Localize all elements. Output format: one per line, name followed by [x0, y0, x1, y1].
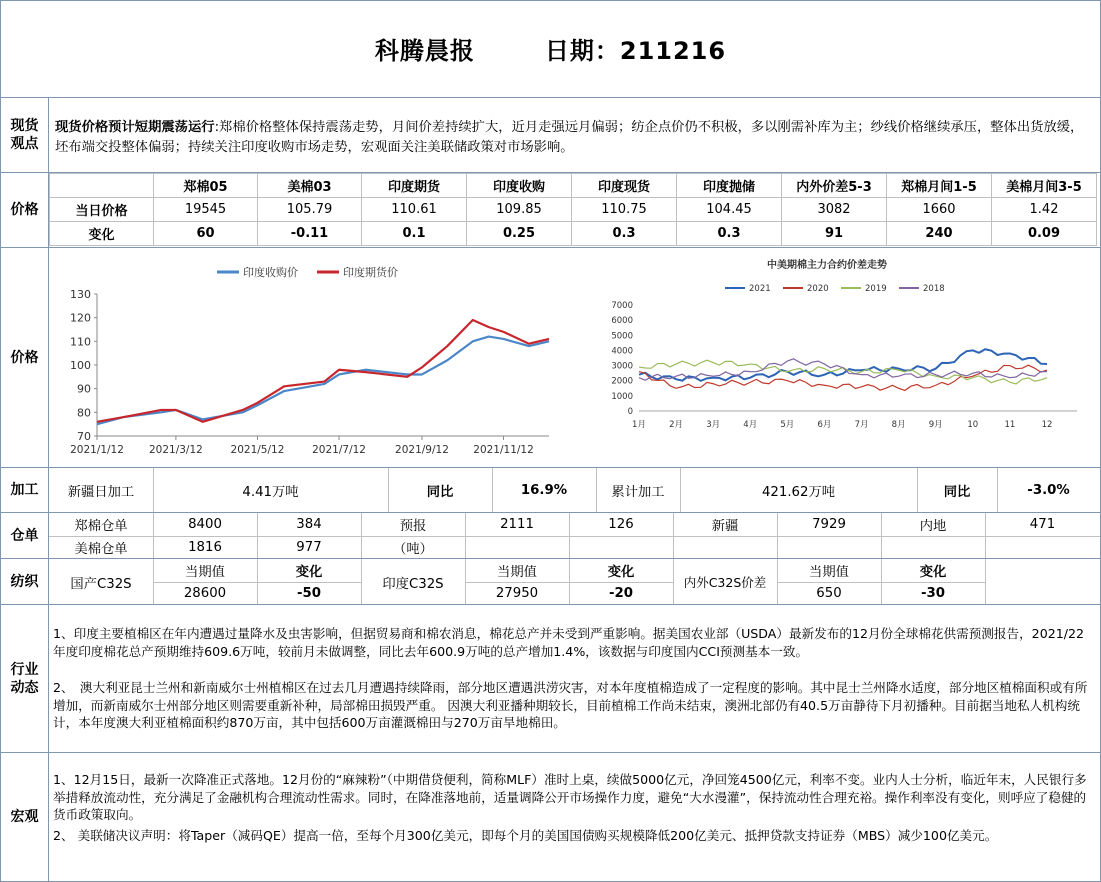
forecast-value: 2111	[500, 517, 534, 532]
legend-label: 印度收购价	[243, 266, 298, 279]
date-label: 日期：211216	[544, 37, 727, 65]
forecast-unit: （吨）	[393, 542, 433, 557]
spread-c32s-label: 内外C32S价差	[683, 575, 767, 590]
price-today-cell-9: 1.42	[992, 198, 1097, 222]
spot-view-row	[1, 98, 1100, 173]
xinjiang-value: 4.41万吨	[242, 485, 299, 500]
legend-label: 2018	[923, 284, 945, 294]
y-tick-label: 80	[77, 406, 91, 420]
x-tick-label: 3月	[706, 420, 721, 430]
y-tick-label: 100	[70, 359, 91, 372]
price-today-cell-6: 104.45	[677, 198, 782, 222]
series-line	[97, 320, 549, 422]
zc-stock-label: 郑棉仓单	[74, 519, 128, 534]
cum-label: 累计加工	[611, 485, 665, 500]
spot-body: :郑棉价格整体保持震荡走势，月间价差持续扩大，近月走强远月偏弱；纺企点价仍不积极，多以刚需补库为主；纱线价格继续承压，整体出货放缓，坯布端交投整体偏弱；持续关注印度收购市场走势，宏观面关注美联储政策对市场影响。	[55, 120, 1084, 155]
price-today-cell-2: 105.79	[258, 198, 362, 222]
y-tick-label: 110	[70, 335, 91, 349]
price-header-cell-6: 印度抛储	[677, 174, 782, 198]
series-line	[639, 365, 1047, 390]
sp-value: 650	[816, 586, 842, 601]
nd-value: 471	[1029, 517, 1056, 532]
in-c32s-change: -20	[608, 586, 634, 601]
price-today-cell-4: 109.85	[467, 198, 572, 222]
y-tick-label: 120	[70, 311, 91, 325]
c32s-value: 28600	[183, 586, 227, 601]
price-header-cell-0	[50, 174, 154, 198]
price-change-cell-7: 91	[782, 222, 887, 246]
price-change-cell-2: -0.11	[258, 222, 362, 246]
india-price-chart	[49, 248, 574, 469]
forecast-change: 126	[608, 517, 634, 532]
x-tick-label: 2021/3/12	[148, 444, 203, 456]
in-cur-label: 当期值	[497, 565, 537, 580]
processing-label: 加工	[1, 468, 49, 512]
us-stock-value: 1816	[188, 540, 222, 555]
price-label: 价格	[1, 173, 49, 247]
title-text: 科腾晨报	[374, 37, 475, 65]
us-stock-change: 977	[296, 540, 322, 555]
price-change-cell-4: 0.25	[467, 222, 572, 246]
price-change-cell-3: 0.1	[362, 222, 467, 246]
warehouse-row	[1, 513, 1100, 559]
y-tick-label: 130	[70, 288, 91, 301]
spread-chart	[577, 248, 1097, 469]
legend-label: 印度期货价	[343, 266, 398, 279]
price-header-row	[50, 174, 1097, 198]
c32s-cur-label: 当期值	[185, 565, 225, 580]
price-today-cell-5: 110.75	[572, 198, 677, 222]
xinjiang-label: 新疆日加工	[67, 485, 135, 500]
charts-area	[49, 247, 1100, 469]
yoy-value: 16.9%	[520, 483, 568, 498]
x-tick-label: 2021/11/12	[473, 444, 534, 456]
legend-label: 2021	[749, 284, 771, 294]
y-tick-label: 4000	[611, 346, 633, 357]
price-header-cell-8: 郑棉月间1-5	[887, 174, 992, 198]
price-change-cell-6: 0.3	[677, 222, 782, 246]
price-today-cell-0: 当日价格	[50, 198, 154, 222]
y-tick-label: 7000	[611, 301, 633, 311]
y-tick-label: 3000	[611, 361, 633, 372]
price-header-cell-1: 郑棉05	[154, 174, 258, 198]
yoy-label: 同比	[426, 485, 454, 500]
processing-row	[1, 468, 1100, 513]
spot-heading: 现货价格预计短期震荡运行	[55, 120, 215, 135]
y-tick-label: 6000	[611, 316, 633, 327]
legend-label: 2019	[865, 284, 887, 294]
y-tick-label: 70	[77, 430, 91, 443]
price-today-cell-7: 3082	[782, 198, 887, 222]
sp-change: -30	[920, 586, 946, 601]
x-tick-label: 4月	[743, 420, 758, 430]
x-tick-label: 2021/5/12	[230, 444, 285, 456]
x-tick-label: 9月	[928, 420, 943, 430]
yoy2-label: 同比	[943, 485, 971, 500]
legend-label: 2020	[807, 284, 829, 294]
zc-stock-value: 8400	[188, 517, 222, 532]
xj-label: 新疆	[711, 519, 739, 534]
c32s-chg-label: 变化	[295, 565, 323, 580]
c32s-label: 国产C32S	[70, 576, 132, 592]
y-tick-label: 90	[77, 382, 91, 396]
yoy2-value: -3.0%	[1027, 483, 1070, 498]
price-change-row	[50, 222, 1097, 246]
price-today-cell-1: 19545	[154, 198, 258, 222]
x-tick-label: 2021/7/12	[312, 444, 366, 456]
textile-row	[1, 559, 1100, 605]
y-tick-label: 1000	[611, 391, 633, 402]
price-header-cell-2: 美棉03	[258, 174, 362, 198]
series-line	[639, 359, 1047, 380]
spot-label: 现货观点	[1, 98, 49, 172]
c32s-change: -50	[296, 586, 322, 601]
x-tick-label: 1月	[632, 420, 646, 430]
nd-label: 内地	[919, 519, 947, 534]
price-header-cell-7: 内外价差5-3	[782, 174, 887, 198]
price-today-row	[50, 198, 1097, 222]
price-chart-label: 价格	[1, 247, 49, 468]
price-today-cell-8: 1660	[887, 198, 992, 222]
x-tick-label: 2021/9/12	[395, 444, 449, 456]
macro-label: 宏观	[1, 753, 49, 881]
y-tick-label: 5000	[611, 331, 633, 342]
warehouse-label: 仓单	[1, 513, 49, 558]
industry-para-1: 1、印度主要植棉区在年内遭遇过量降水及虫害影响，但据贸易商和棉农消息，棉花总产并未受到严重影响。据美国农业部（USDA）最新发布的12月份全球棉花供需预测报告，2021/22年度印度棉花总产预期维持609.6万吨，较前月未做调整，同比去年600.9万吨的总产增加1.4%，该数据与印度国内CCI预测基本一致。	[53, 626, 1085, 659]
price-today-cell-3: 110.61	[362, 198, 467, 222]
forecast-label: 预报	[399, 519, 427, 534]
in-chg-label: 变化	[607, 565, 635, 580]
macro-para-1: 1、12月15日，最新一次降准正式落地。12月份的“麻辣粉”（中期借贷便利，简称MLF）准时上桌，续做5000亿元，净回笼4500亿元，利率不变。业内人士分析，临近年末，人民银行多举措释放流动性，充分满足了金融机构合理流动性需求。同时，在降准落地前，适量调降公开市场操作力度，避免“大水漫灌”，保持流动性合理充裕。操作利率没有变化，则呼应了稳健的货币政策取向。	[53, 772, 1087, 822]
macro-para-2: 2、 美联储决议声明：将Taper（减码QE）提高一倍，至每个月300亿美元，即每个月的美国国债购买规模降低200亿美元、抵押贷款支持证券（MBS）减少100亿美元。	[53, 828, 998, 843]
industry-label: 行业动态	[1, 605, 49, 752]
price-row	[1, 173, 1100, 468]
in-c32s-label: 印度C32S	[382, 576, 444, 592]
xj-value: 7929	[812, 517, 846, 532]
us-stock-label: 美棉仓单	[74, 542, 128, 557]
zc-stock-change: 384	[296, 517, 322, 532]
cum-value: 421.62万吨	[761, 485, 836, 500]
price-change-cell-9: 0.09	[992, 222, 1097, 246]
price-header-cell-3: 印度期货	[362, 174, 467, 198]
price-change-cell-8: 240	[887, 222, 992, 246]
x-tick-label: 2月	[669, 420, 684, 430]
price-header-cell-4: 印度收购	[467, 174, 572, 198]
price-change-cell-1: 60	[154, 222, 258, 246]
x-tick-label: 10	[967, 420, 979, 430]
report-title	[1, 31, 1100, 66]
x-tick-label: 2021/1/12	[70, 444, 124, 456]
industry-para-2: 2、 澳大利亚昆士兰州和新南威尔士州植棉区在过去几月遭遇持续降雨，部分地区遭遇洪涝灾害，对本年度植棉造成了一定程度的影响。其中昆士兰州降水适度，部分地区植棉面积或有所增加，而新南威尔士州部分地区则需要重新补种，局部棉田损毁严重。 因澳大利亚播种期较长，目前植棉工作尚未结束，澳洲北部仍有40.5万亩静待下月初播种。目前据当地私人机构统计，本年度澳大利亚植棉面积约870万亩，其中包括600万亩灌溉棉田与270万亩旱地棉田。	[53, 680, 1088, 730]
industry-row	[1, 605, 1100, 753]
price-change-cell-5: 0.3	[572, 222, 677, 246]
y-tick-label: 0	[627, 407, 633, 417]
price-header-cell-9: 美棉月间3-5	[992, 174, 1097, 198]
sp-cur-label: 当期值	[809, 565, 849, 580]
x-tick-label: 8月	[891, 420, 906, 430]
x-tick-label: 12	[1041, 420, 1053, 430]
spot-text	[55, 118, 1090, 158]
y-tick-label: 2000	[611, 376, 633, 387]
sp-chg-label: 变化	[919, 565, 947, 580]
in-c32s-value: 27950	[495, 586, 539, 601]
x-tick-label: 6月	[817, 420, 832, 430]
price-table	[49, 173, 1097, 246]
x-tick-label: 11	[1004, 420, 1016, 430]
macro-row	[1, 753, 1100, 881]
price-change-cell-0: 变化	[50, 222, 154, 246]
title-row	[1, 1, 1100, 98]
x-tick-label: 7月	[854, 420, 869, 430]
textile-label: 纺织	[1, 559, 49, 604]
chart-title: 中美期棉主力合约价差走势	[767, 260, 887, 271]
price-header-cell-5: 印度现货	[572, 174, 677, 198]
x-tick-label: 5月	[780, 420, 795, 430]
